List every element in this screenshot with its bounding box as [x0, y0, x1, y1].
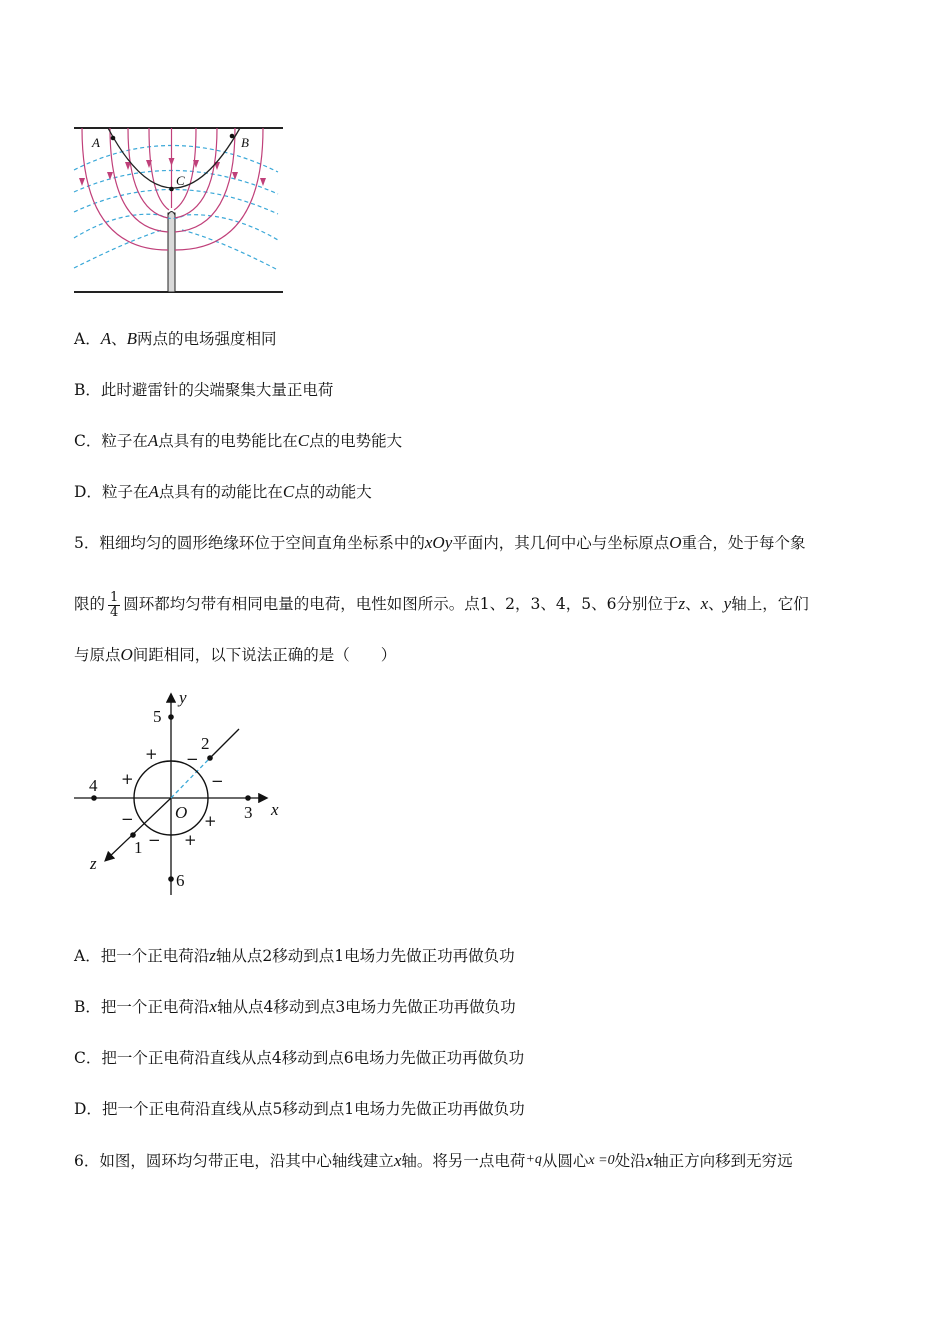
label-c: C	[176, 173, 185, 188]
origin-label: O	[175, 803, 188, 822]
q5-option-b: B．把一个正电荷沿x轴从点4移动到点3电场力先做正功再做负功	[74, 997, 516, 1016]
charged-ring-axes-figure	[60, 685, 300, 900]
point-1	[130, 832, 136, 838]
point-4	[91, 795, 97, 801]
equipotential-lines	[74, 145, 278, 270]
q4-option-c: C．粒子在A点具有的电势能比在C点的电势能大	[74, 431, 403, 450]
q4-option-a: A．A、B两点的电场强度相同	[74, 329, 277, 348]
point-2	[207, 755, 213, 761]
point-6-label: 6	[176, 871, 185, 890]
one-quarter-fraction: $\frac{1}{4}$	[110, 589, 119, 620]
sign-minus-upper-right-top: −	[186, 750, 199, 768]
point-1-label: 1	[134, 838, 143, 857]
point-c	[169, 187, 174, 192]
point-4-label: 4	[89, 776, 98, 795]
label-a: A	[92, 135, 100, 150]
sign-minus-upper-right-side: −	[211, 772, 224, 790]
point-3-label: 3	[244, 803, 253, 822]
point-a	[111, 136, 116, 141]
sign-plus-lower-right-bottom: +	[184, 831, 197, 849]
axis-label-x: x	[271, 800, 279, 819]
sign-minus-lower-left-bottom: −	[148, 831, 161, 849]
sign-plus-lower-right-side: +	[204, 812, 217, 830]
point-3	[245, 795, 251, 801]
q5-stem-line-3: 与原点O间距相同，以下说法正确的是（ ）	[74, 645, 397, 664]
q5-stem-line-2: 限的 $\frac{1}{4}$ 圆环都均匀带有相同电量的电荷，电性如图所示。点1、2，3、4，5、6分别位于z、x、y轴上，它们	[74, 589, 809, 620]
sign-plus-upper-left-top: +	[145, 745, 158, 763]
lightning-rod-field-figure	[60, 115, 300, 305]
lightning-rod	[168, 213, 175, 292]
label-b: B	[241, 135, 249, 150]
q4-option-d: D．粒子在A点具有的动能比在C点的动能大	[74, 482, 372, 501]
point-5-label: 5	[153, 707, 162, 726]
sign-minus-lower-left-side: −	[121, 810, 134, 828]
point-5	[168, 714, 174, 720]
q5-stem-line-1: 5．粗细均匀的圆形绝缘环位于空间直角坐标系中的xOy平面内，其几何中心与坐标原点O重合，处于每个象	[74, 533, 806, 552]
axis-label-y: y	[179, 688, 187, 707]
q5-option-a: A．把一个正电荷沿z轴从点2移动到点1电场力先做正功再做负功	[74, 946, 515, 965]
field-arrowheads	[79, 158, 266, 186]
point-b	[230, 134, 235, 139]
q6-stem-line-1: 6．如图，圆环均匀带正电，沿其中心轴线建立x轴。将另一点电荷+q从圆心x =0处沿x轴正方向移到无穷远	[74, 1151, 793, 1170]
point-6	[168, 876, 174, 882]
axis-label-z: z	[90, 854, 97, 873]
q5-option-d: D．把一个正电荷沿直线从点5移动到点1电场力先做正功再做负功	[74, 1100, 525, 1118]
sign-plus-upper-left-side: +	[121, 770, 134, 788]
q5-option-c: C．把一个正电荷沿直线从点4移动到点6电场力先做正功再做负功	[74, 1049, 525, 1067]
q4-option-b: B．此时避雷针的尖端聚集大量正电荷	[74, 381, 334, 399]
z-axis-upper	[208, 729, 239, 760]
point-2-label: 2	[201, 734, 210, 753]
